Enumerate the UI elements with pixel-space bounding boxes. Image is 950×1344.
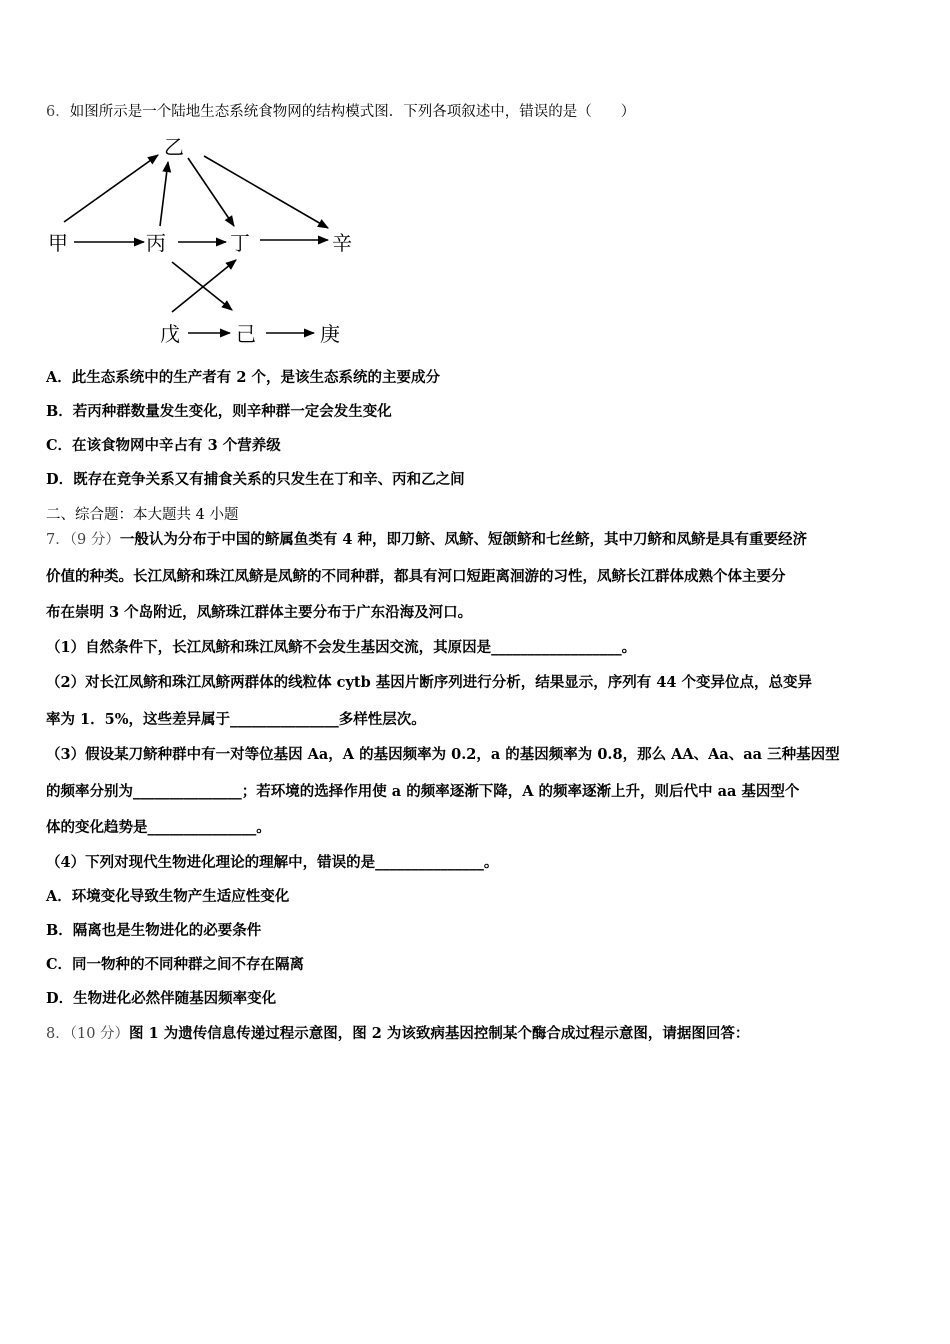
option-label: C． [46, 437, 73, 454]
arrow-yi-ding [188, 158, 234, 226]
node-xin: 辛 [332, 231, 352, 255]
option-text: 环境变化导致生物产生适应性变化 [71, 888, 290, 905]
q6-option-c [46, 436, 281, 456]
q7-sub4: （4）下列对现代生物进化理论的理解中，错误的是_______________。 [46, 854, 499, 871]
q7-option-d [46, 989, 276, 1009]
q7-sub3-line-3: 体的变化趋势是_______________。 [46, 819, 271, 836]
q6-option-a [46, 368, 440, 388]
q6-option-b [46, 402, 392, 422]
q7-option-b [46, 921, 261, 941]
arrow-yi-xin [204, 156, 328, 228]
q7-sub2-line-1: （2）对长江凤鲚和珠江凤鲚两群体的线粒体 cytb 基因片断序列进行分析，结果显示，序列有 44 个变异位点，总变异 [46, 674, 813, 691]
q8-text: 图 1 为遗传信息传递过程示意图，图 2 为该致病基因控制某个酶合成过程示意图，请据图回答： [129, 1025, 750, 1042]
option-text: 若丙种群数量发生变化，则辛种群一定会发生变化 [72, 403, 392, 420]
q7-sub3-line-1: （3）假设某刀鲚种群中有一对等位基因 Aa，A 的基因频率为 0.2，a 的基因频率为 0.8，那么 AA、Aa、aa 三种基因型 [46, 746, 840, 763]
option-label: D． [46, 471, 74, 488]
arrow-jia-yi [64, 155, 158, 222]
node-wu: 戊 [160, 322, 180, 346]
q6-number: 6． [46, 104, 70, 120]
q7-text: 一般认为分布于中国的鲚属鱼类有 4 种，即刀鲚、凤鲚、短颌鲚和七丝鲚，其中刀鲚和凤鲚是具有重要经济 [119, 531, 808, 548]
node-jia: 甲 [48, 231, 68, 255]
node-yi: 乙 [164, 135, 184, 159]
option-text: 隔离也是生物进化的必要条件 [72, 922, 262, 939]
section-heading: 二、综合题：本大题共 4 小题 [46, 507, 239, 523]
arrow-bing-ji [172, 262, 232, 310]
node-ji: 己 [236, 322, 256, 346]
node-bing: 丙 [146, 231, 166, 255]
q7-sub1: （1）自然条件下，长江凤鲚和珠江凤鲚不会发生基因交流，其原因是__________________。 [46, 639, 637, 656]
option-label: A． [46, 369, 72, 386]
option-text: 同一物种的不同种群之间不存在隔离 [72, 956, 305, 973]
arrow-bing-yi [160, 162, 168, 226]
option-text: 此生态系统中的生产者有 2 个，是该生态系统的主要成分 [71, 369, 440, 386]
q7-option-a [46, 887, 289, 907]
q6-option-d [46, 470, 465, 490]
option-label: A． [46, 888, 72, 905]
option-label: C． [46, 956, 73, 973]
option-text: 在该食物网中辛占有 3 个营养级 [72, 437, 281, 454]
option-text: 生物进化必然伴随基因频率变化 [73, 990, 277, 1007]
q7-sub2-line-2: 率为 1．5%，这些差异属于_______________多样性层次。 [46, 711, 426, 728]
node-geng: 庚 [320, 322, 340, 346]
option-label: B． [46, 403, 73, 420]
q7-score: （9 分） [69, 532, 120, 548]
q8-number: 8． [46, 1026, 70, 1042]
option-label: D． [46, 990, 74, 1007]
q7-option-c [46, 955, 304, 975]
option-label: B． [46, 922, 73, 939]
q6-stem-text: 如图所示是一个陆地生态系统食物网的结构模式图．下列各项叙述中，错误的是（ ） [69, 104, 636, 120]
food-web-diagram [30, 130, 370, 350]
q7-stem-line-3: 布在崇明 3 个岛附近，凤鲚珠江群体主要分布于广东沿海及河口。 [46, 604, 473, 621]
q8-score: （10 分） [69, 1026, 130, 1042]
node-ding: 丁 [230, 231, 250, 255]
option-text: 既存在竞争关系又有捕食关系的只发生在丁和辛、丙和乙之间 [73, 471, 465, 488]
q7-stem-line-2: 价值的种类。长江凤鲚和珠江凤鲚是凤鲚的不同种群，都具有河口短距离洄游的习性，凤鲚长江群体成熟个体主要分 [46, 568, 786, 585]
q7-stem-line-1 [46, 530, 807, 550]
q7-sub3-line-2: 的频率分别为_______________；若环境的选择作用使 a 的频率逐渐下降，A 的频率逐渐上升，则后代中 aa 基因型个 [46, 783, 800, 800]
arrow-wu-ding [172, 260, 236, 312]
q8-stem [46, 1024, 749, 1044]
q6-stem [46, 102, 635, 122]
q7-number: 7． [46, 532, 70, 548]
